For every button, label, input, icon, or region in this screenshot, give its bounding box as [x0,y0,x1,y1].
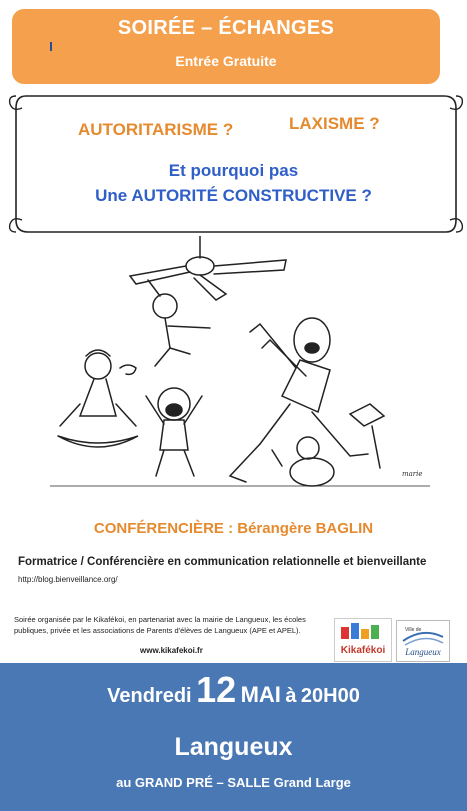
svg-text:Langueux: Langueux [405,647,441,657]
banner-line-2: Une AUTORITÉ CONSTRUCTIVE ? [95,186,372,205]
woman-meditating [58,350,138,447]
event-date [0,669,467,711]
svg-text:Ville de: Ville de [405,627,422,633]
family-illustration [50,236,430,506]
header-mark [50,42,52,51]
question-authoritarianism: AUTORITARISME ? [78,120,234,139]
baby [272,437,334,486]
organizer-text: Soirée organisée par le Kikafékoi, en partenariat avec la mairie de Langueux, les écoles publiques, privée et les associations de Parents d'élèves de Langueux (APE et APEL). [14,615,306,635]
lamp [350,404,384,468]
speaker-name: CONFÉRENCIÈRE : Bérangère BAGLIN [93,520,374,537]
speaker-role: Formatrice / Conférencière en communication relationnelle et bienveillante [18,556,427,568]
event-subtitle: Entrée Gratuite [175,53,277,69]
event-at: à [285,685,297,707]
screaming-child [146,388,202,476]
langueux-logo [396,620,450,662]
illustrator-signature: marie [402,470,423,478]
event-day: Vendredi [107,685,192,707]
website-link[interactable]: www.kikafekoi.fr [140,646,203,655]
question-laxism: LAXISME ? [289,114,380,133]
event-details-band [0,663,467,811]
kikafekoi-logo [334,618,392,662]
event-venue: au GRAND PRÉ – SALLE Grand Large [116,775,351,790]
event-city: Langueux [174,733,293,761]
ceiling-fan [130,236,286,300]
banner-line-1: Et pourquoi pas [168,161,299,180]
event-month: MAI [240,682,281,707]
header-banner [12,9,440,84]
event-title: SOIRÉE – ÉCHANGES [117,17,335,39]
adult-man [230,318,368,482]
event-date-number: 12 [196,669,237,710]
blog-link[interactable]: http://blog.bienveillance.org/ [18,575,118,584]
child-on-fan [148,280,210,366]
event-time: 20H00 [300,685,360,707]
svg-text:Kikafékoi: Kikafékoi [340,645,386,656]
